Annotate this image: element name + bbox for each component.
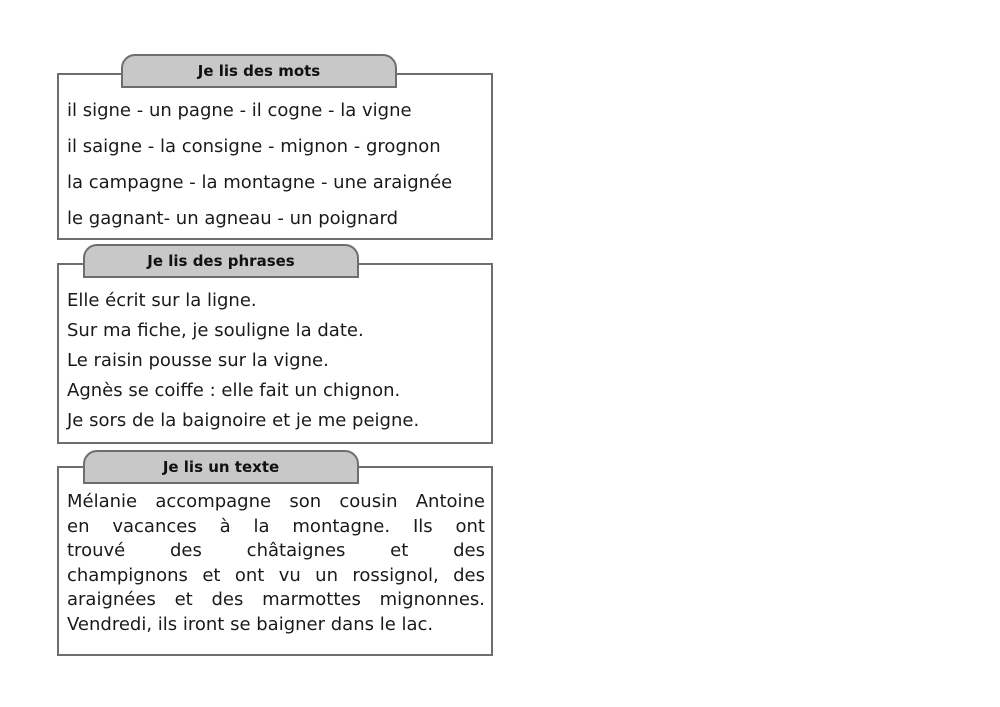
- text-box: [57, 466, 493, 656]
- section-title-text: Je lis un texte: [83, 450, 359, 484]
- sentence-line: Le raisin pousse sur la vigne.: [67, 350, 329, 371]
- sentence-line: Sur ma fiche, je souligne la date.: [67, 320, 364, 341]
- section-title-sentences: Je lis des phrases: [83, 244, 359, 278]
- text-line: champignons et ont vu un rossignol, des: [67, 564, 485, 586]
- text-paragraph: [67, 490, 485, 637]
- text-line: Vendredi, ils iront se baigner dans le lac.: [67, 613, 434, 635]
- section-title-words: Je lis des mots: [121, 54, 397, 88]
- sentence-line: Agnès se coiffe : elle fait un chignon.: [67, 380, 401, 401]
- text-line: trouvé des châtaignes et des: [67, 540, 485, 561]
- words-line: la campagne - la montagne - une araignée: [67, 172, 453, 193]
- text-line: araignées et des marmottes mignonnes.: [67, 589, 485, 610]
- words-box: [57, 73, 493, 240]
- words-line: le gagnant- un agneau - un poignard: [67, 208, 399, 229]
- text-line: en vacances à la montagne. Ils ont: [67, 515, 485, 537]
- sentences-list: [67, 287, 485, 437]
- words-line: il signe - un pagne - il cogne - la vigne: [67, 100, 412, 121]
- sentence-line: Elle écrit sur la ligne.: [67, 290, 257, 311]
- words-line: il saigne - la consigne - mignon - grognon: [67, 136, 441, 157]
- words-list: [67, 97, 485, 241]
- text-line: Mélanie accompagne son cousin Antoine: [67, 491, 485, 512]
- sentence-line: Je sors de la baignoire et je me peigne.: [67, 410, 420, 431]
- sentences-box: [57, 263, 493, 444]
